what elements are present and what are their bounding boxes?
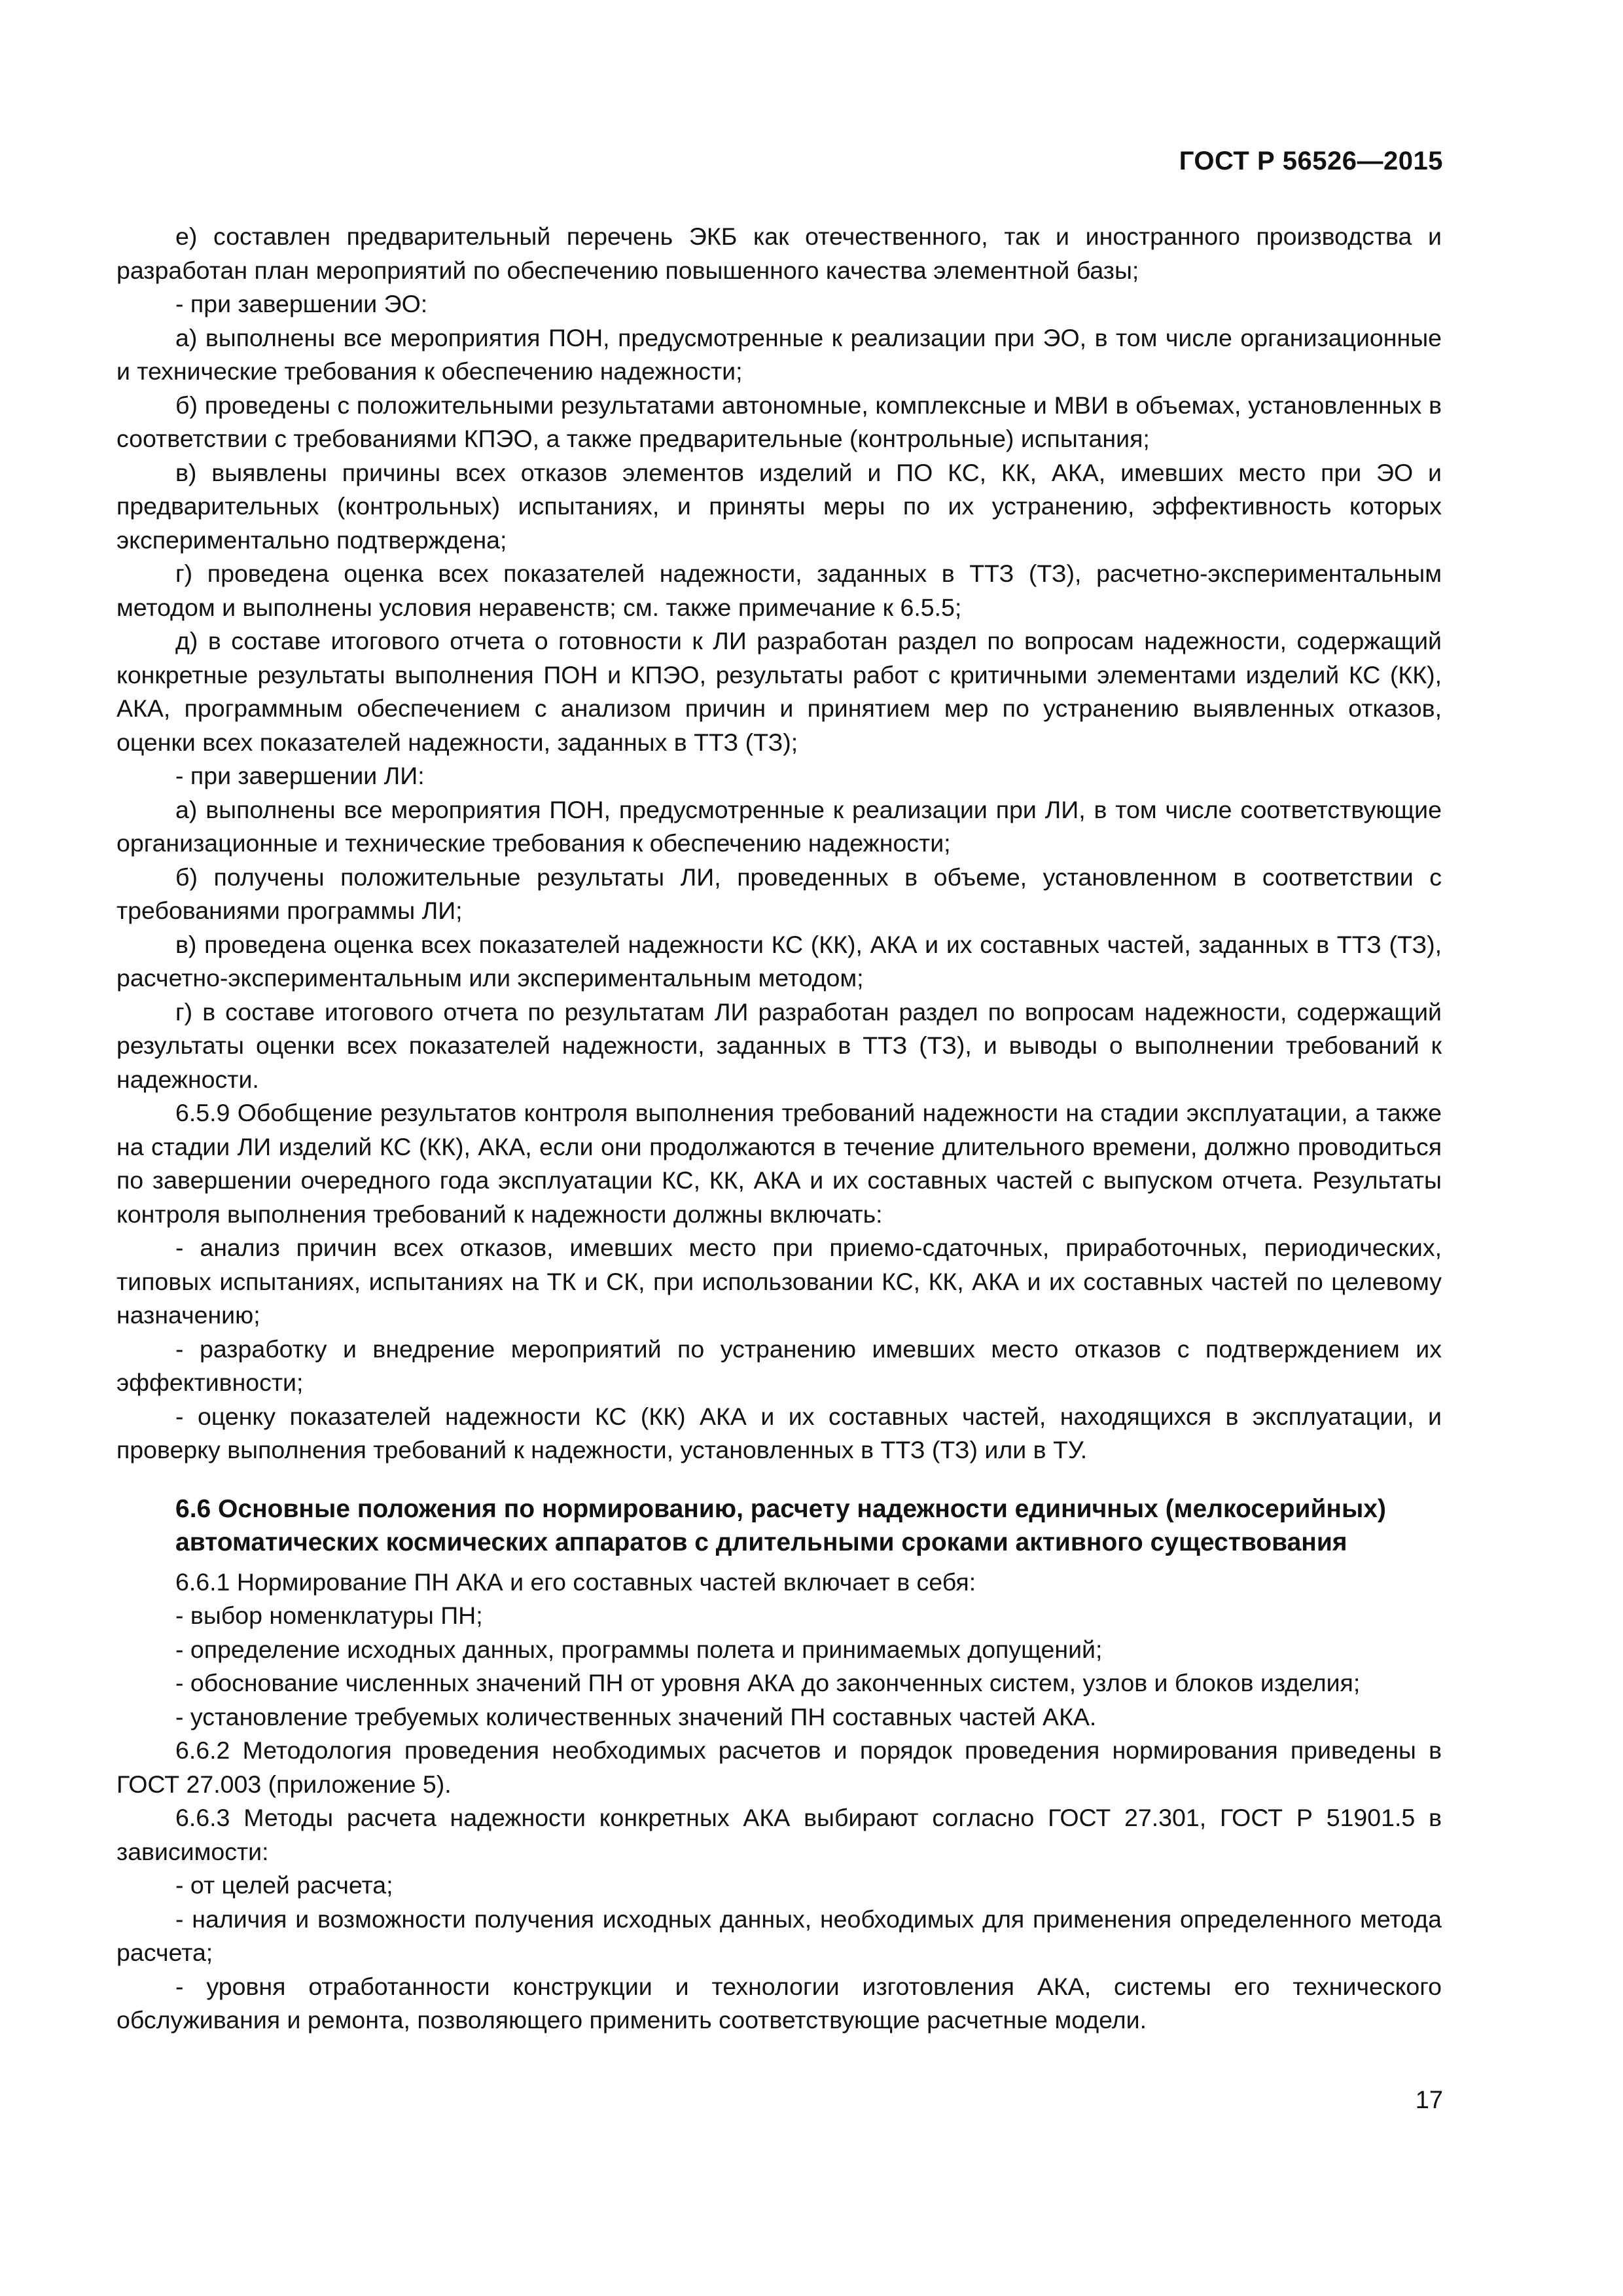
list-item-nomenclature: - выбор номенклатуры ПН;: [175, 1602, 483, 1629]
list-item-data-availability: - наличия и возможности получения исходных данных, необходимых для применения определенного метода расчета;: [116, 1905, 1442, 1966]
clause-6-6-2: 6.6.2 Методология проведения необходимых расчетов и порядок проведения нормирования приведены в ГОСТ 27.003 (приложение 5).: [116, 1736, 1442, 1798]
list-item-measures: - разработку и внедрение мероприятий по устранению имевших место отказов с подтверждением их эффективности;: [116, 1335, 1442, 1396]
clause-6-6-3: 6.6.3 Методы расчета надежности конкретных АКА выбирают согласно ГОСТ 27.301, ГОСТ Р 51901.5 в зависимости:: [116, 1804, 1442, 1865]
paragraph-eo-v: в) выявлены причины всех отказов элементов изделий и ПО КС, КК, АКА, имевших место при ЭО и предварительных (контрольных) испытаниях, и приняты меры по их устранению, эффективность которых экспериментально подтверждена;: [116, 458, 1442, 554]
paragraph-eo-d: д) в составе итогового отчета о готовности к ЛИ разработан раздел по вопросам надежности, содержащий конкретные результаты выполнения ПОН и КПЭО, результаты работ с критичными элементами изделий КС (КК), АКА, программным обеспечением с анализом причин и принятием мер по устранению выявленных отказов, оценки всех показателей надежности, заданных в ТТЗ (ТЗ);: [116, 627, 1442, 756]
paragraph-li-a: а) выполнены все мероприятия ПОН, предусмотренные к реализации при ЛИ, в том числе соответствующие организационные и технические требования к обеспечению надежности;: [116, 795, 1442, 857]
paragraph-li-b: б) получены положительные результаты ЛИ, проведенных в объеме, установленном в соответствии с требованиями программы ЛИ;: [116, 863, 1442, 924]
list-item-justification: - обоснование численных значений ПН от уровня АКА до законченных систем, узлов и блоков изделия;: [175, 1669, 1361, 1696]
list-item-initial-data: - определение исходных данных, программы полета и принимаемых допущений;: [175, 1635, 1103, 1663]
clause-6-5-9: 6.5.9 Обобщение результатов контроля выполнения требований надежности на стадии эксплуатации, а также на стадии ЛИ изделий КС (КК), АКА, если они продолжаются в течение длительного времени, должно проводиться по завершении очередного года эксплуатации КС, КК, АКА и их составных частей с выпуском отчета. Результаты контроля выполнения требований к надежности должны включать:: [116, 1099, 1442, 1228]
section-heading-6-6: 6.6 Основные положения по нормированию, расчету надежности единичных (мелкосерийных) автоматических космических аппаратов с длительными сроками активного существования: [175, 1494, 1386, 1556]
document-body: [116, 220, 1442, 2037]
list-item-required-values: - установление требуемых количественных значений ПН составных частей АКА.: [175, 1702, 1097, 1731]
paragraph-li-v: в) проведена оценка всех показателей надежности КС (КК), АКА и их составных частей, заданных в ТТЗ (ТЗ), расчетно-экспериментальным или экспериментальным методом;: [116, 930, 1442, 992]
list-intro-li: - при завершении ЛИ:: [175, 762, 425, 789]
paragraph-e: е) составлен предварительный перечень ЭКБ как отечественного, так и иностранного производства и разработан план мероприятий по обеспечению повышенного качества элементной базы;: [116, 223, 1442, 284]
paragraph-eo-a: а) выполнены все мероприятия ПОН, предусмотренные к реализации при ЭО, в том числе организационные и технические требования к обеспечению надежности;: [116, 323, 1442, 385]
list-intro-eo: - при завершении ЭО:: [175, 290, 428, 317]
list-item-failure-analysis: - анализ причин всех отказов, имевших место при приемо-сдаточных, приработочных, периодических, типовых испытаниях, испытаниях на ТК и СК, при использовании КС, КК, АКА и их составных частей по целевому назначению;: [116, 1234, 1442, 1329]
paragraph-eo-g: г) проведена оценка всех показателей надежности, заданных в ТТЗ (ТЗ), расчетно-экспериментальным методом и выполнены условия неравенств; см. также примечание к 6.5.5;: [116, 560, 1442, 621]
paragraph-li-g: г) в составе итогового отчета по результатам ЛИ разработан раздел по вопросам надежности, содержащий результаты оценки всех показателей надежности, заданных в ТТЗ (ТЗ), и выводы о выполнении требований к надежности.: [116, 997, 1442, 1093]
clause-6-6-1: 6.6.1 Нормирование ПН АКА и его составных частей включает в себя:: [175, 1568, 976, 1596]
document-header: ГОСТ Р 56526—2015: [1179, 147, 1443, 175]
paragraph-eo-b: б) проведены с положительными результатами автономные, комплексные и МВИ в объемах, установленных в соответствии с требованиями КПЭО, а также предварительные (контрольные) испытания;: [116, 391, 1442, 452]
page-number: 17: [1415, 2087, 1443, 2114]
list-item-maturity: - уровня отработанности конструкции и технологии изготовления АКА, системы его технического обслуживания и ремонта, позволяющего применить соответствующие расчетные модели.: [116, 1972, 1442, 2034]
list-item-goals: - от целей расчета;: [175, 1871, 393, 1899]
list-item-assessment: - оценку показателей надежности КС (КК) АКА и их составных частей, находящихся в эксплуатации, и проверку выполнения требований к надежности, установленных в ТТЗ (ТЗ) или в ТУ.: [116, 1402, 1442, 1463]
